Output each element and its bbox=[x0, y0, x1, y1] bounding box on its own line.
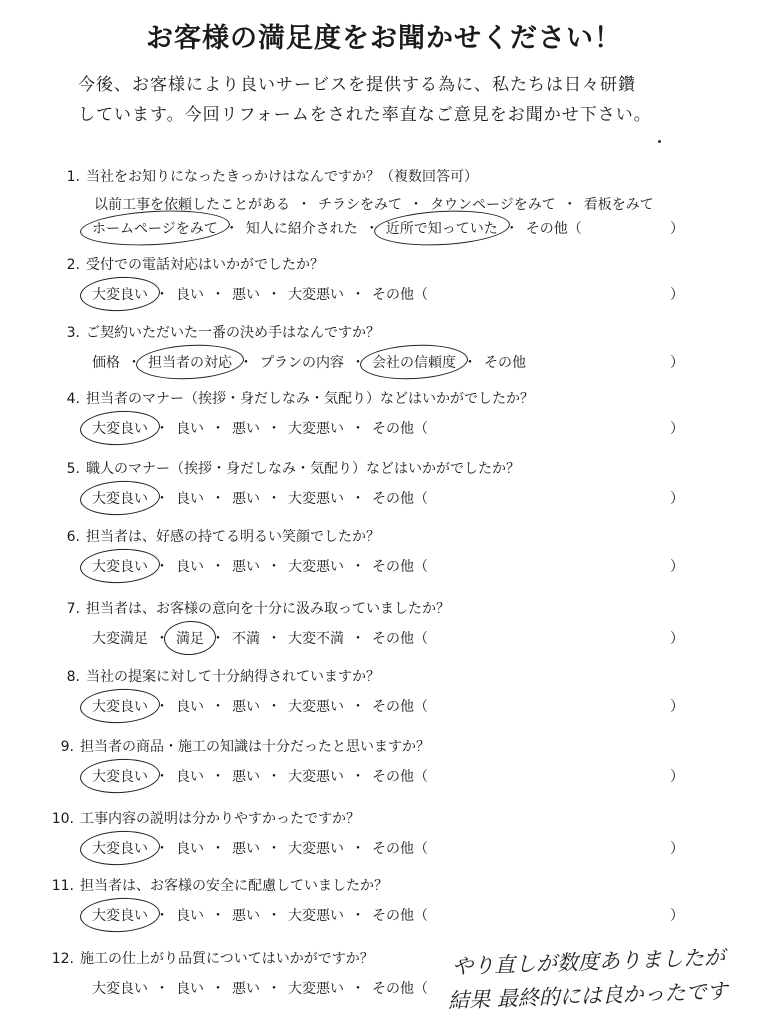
option-separator: ・ bbox=[351, 421, 365, 437]
question-block bbox=[0, 458, 768, 518]
option-separator: ・ bbox=[504, 221, 519, 237]
option-separator: ・ bbox=[351, 908, 365, 924]
handwritten-comment-line-1: やり直しが数度ありましたが bbox=[451, 945, 726, 979]
option-separator: ・ bbox=[127, 355, 141, 371]
answer-option[interactable]: チラシをみて bbox=[318, 197, 402, 213]
option-separator: ・ bbox=[267, 841, 281, 857]
option-separator: ・ bbox=[267, 769, 281, 785]
option-separator: ・ bbox=[155, 841, 169, 857]
question-number: 1. bbox=[66, 169, 80, 185]
option-row bbox=[90, 905, 430, 925]
question-text bbox=[58, 736, 430, 756]
option-separator: ・ bbox=[297, 197, 311, 213]
close-paren: ） bbox=[670, 559, 684, 575]
option-separator: ・ bbox=[351, 559, 365, 575]
option-separator: ・ bbox=[155, 421, 169, 437]
handwritten-comment-line-2: 結果 最終的には良かったです bbox=[447, 979, 729, 1013]
answer-option[interactable]: 看板をみて bbox=[583, 197, 654, 213]
question-text bbox=[64, 666, 380, 686]
answer-option-selected[interactable]: 近所で知っていた bbox=[384, 218, 500, 238]
option-separator: ・ bbox=[155, 491, 169, 507]
answer-option[interactable]: 大変悪い bbox=[288, 699, 344, 715]
answer-option[interactable]: 良い bbox=[176, 908, 204, 924]
question-number: 11. bbox=[51, 878, 74, 894]
answer-option[interactable]: 価格 bbox=[92, 355, 120, 371]
question-number: 8. bbox=[66, 669, 80, 685]
option-separator: ・ bbox=[211, 287, 225, 303]
answer-option[interactable]: 良い bbox=[176, 699, 204, 715]
option-separator: ・ bbox=[351, 841, 365, 857]
answer-option-selected[interactable]: ホームページをみて bbox=[90, 218, 220, 238]
answer-option[interactable]: その他（ bbox=[372, 699, 428, 715]
answer-option[interactable]: 悪い bbox=[232, 908, 260, 924]
option-separator: ・ bbox=[562, 197, 577, 213]
option-row bbox=[90, 766, 430, 786]
answer-option[interactable]: 悪い bbox=[232, 287, 260, 303]
answer-option[interactable]: 良い bbox=[176, 981, 204, 997]
answer-option[interactable]: 悪い bbox=[232, 981, 260, 997]
option-row bbox=[90, 284, 430, 304]
close-paren: ） bbox=[670, 421, 684, 437]
question-number: 3. bbox=[66, 325, 80, 341]
question-label: 当社の提案に対して十分納得されていますか？ bbox=[86, 669, 380, 685]
answer-option[interactable]: 大変悪い bbox=[288, 981, 344, 997]
option-separator: ・ bbox=[155, 559, 169, 575]
answer-option[interactable]: その他（ bbox=[372, 421, 428, 437]
option-row bbox=[90, 218, 584, 238]
answer-option[interactable]: 以前工事を依頼したことがある bbox=[94, 197, 290, 213]
option-row bbox=[90, 556, 430, 576]
question-label: 担当者は、好感の持てる明るい笑顔でしたか？ bbox=[86, 529, 380, 545]
close-paren: ） bbox=[670, 355, 684, 371]
answer-option[interactable]: 良い bbox=[176, 491, 204, 507]
close-paren: ） bbox=[670, 491, 684, 507]
answer-option-selected[interactable]: 大変良い bbox=[90, 696, 150, 716]
question-text bbox=[40, 808, 360, 828]
answer-option[interactable]: 悪い bbox=[232, 841, 260, 857]
question-text bbox=[64, 388, 534, 408]
option-separator: ・ bbox=[351, 287, 365, 303]
answer-option[interactable]: その他（ bbox=[372, 908, 428, 924]
answer-option[interactable]: プランの内容 bbox=[260, 355, 344, 371]
answer-option[interactable]: 良い bbox=[176, 841, 204, 857]
answer-option[interactable]: 悪い bbox=[232, 699, 260, 715]
answer-option[interactable]: その他（ bbox=[372, 981, 428, 997]
answer-option[interactable]: 知人に紹介された bbox=[245, 221, 358, 237]
answer-option[interactable]: 悪い bbox=[232, 769, 260, 785]
option-separator: ・ bbox=[211, 841, 225, 857]
answer-option-selected[interactable]: 会社の信頼度 bbox=[370, 352, 458, 372]
answer-option[interactable]: 大変良い bbox=[92, 981, 148, 997]
question-block bbox=[0, 808, 768, 868]
answer-option[interactable]: 大変悪い bbox=[288, 491, 344, 507]
option-separator: ・ bbox=[351, 631, 365, 647]
option-separator: ・ bbox=[351, 981, 365, 997]
intro-line-1: 今後、お客様により良いサービスを提供する為に、私たちは日々研鑽 bbox=[78, 75, 636, 95]
option-row bbox=[90, 978, 430, 998]
question-block bbox=[0, 322, 768, 382]
question-text bbox=[40, 948, 374, 968]
question-number: 6. bbox=[66, 529, 80, 545]
option-separator: ・ bbox=[211, 908, 225, 924]
option-separator: ・ bbox=[155, 981, 169, 997]
option-separator: ・ bbox=[267, 421, 281, 437]
option-row bbox=[90, 488, 430, 508]
question-block bbox=[0, 166, 768, 237]
option-row bbox=[90, 418, 430, 438]
close-paren: ） bbox=[670, 841, 684, 857]
close-paren: ） bbox=[670, 631, 684, 647]
option-separator: ・ bbox=[364, 221, 379, 237]
answer-option-selected[interactable]: 大変良い bbox=[90, 284, 150, 304]
option-separator: ・ bbox=[211, 631, 225, 647]
question-text bbox=[64, 166, 478, 186]
intro-line-2: しています。今回リフォームをされた率直なご意見をお聞かせ下さい。 bbox=[78, 105, 652, 125]
option-separator: ・ bbox=[267, 491, 281, 507]
option-separator: ・ bbox=[267, 699, 281, 715]
question-block bbox=[0, 598, 768, 658]
option-separator: ・ bbox=[211, 769, 225, 785]
answer-option[interactable]: その他（ bbox=[372, 769, 428, 785]
option-separator: ・ bbox=[267, 908, 281, 924]
question-block bbox=[0, 254, 768, 314]
option-row bbox=[90, 838, 430, 858]
answer-option[interactable]: 大変不満 bbox=[288, 631, 344, 647]
scan-speck bbox=[658, 140, 661, 143]
question-label: ご契約いただいた一番の決め手はなんですか？ bbox=[86, 325, 380, 341]
question-number: 5. bbox=[66, 461, 80, 477]
answer-option[interactable]: その他（ bbox=[372, 491, 428, 507]
answer-option[interactable]: その他 bbox=[484, 355, 526, 371]
answer-option[interactable]: その他（ bbox=[372, 559, 428, 575]
option-separator: ・ bbox=[351, 699, 365, 715]
answer-option[interactable]: 大変悪い bbox=[288, 841, 344, 857]
option-separator: ・ bbox=[224, 221, 239, 237]
question-number: 4. bbox=[66, 391, 80, 407]
question-number: 12. bbox=[51, 951, 74, 967]
close-paren: ） bbox=[670, 699, 684, 715]
answer-option[interactable]: 大変悪い bbox=[288, 559, 344, 575]
option-separator: ・ bbox=[155, 908, 169, 924]
question-label: 工事内容の説明は分かりやすかったですか？ bbox=[80, 811, 360, 827]
question-text bbox=[64, 598, 450, 618]
close-paren: ） bbox=[670, 221, 684, 237]
option-separator: ・ bbox=[409, 197, 423, 213]
answer-option[interactable]: 大変悪い bbox=[288, 908, 344, 924]
question-label: 担当者は、お客様の安全に配慮していましたか？ bbox=[80, 878, 388, 894]
option-row bbox=[90, 696, 430, 716]
answer-option[interactable]: その他（ bbox=[372, 631, 428, 647]
answer-option-selected[interactable]: 大変良い bbox=[90, 905, 150, 925]
answer-option[interactable]: 大変悪い bbox=[288, 287, 344, 303]
question-label: 受付での電話対応はいかがでしたか？ bbox=[86, 257, 324, 273]
question-number: 9. bbox=[60, 739, 74, 755]
answer-option[interactable]: 不満 bbox=[232, 631, 260, 647]
option-separator: ・ bbox=[267, 287, 281, 303]
option-separator: ・ bbox=[351, 355, 365, 371]
option-separator: ・ bbox=[155, 699, 169, 715]
answer-option[interactable]: その他（ bbox=[372, 841, 428, 857]
option-separator: ・ bbox=[155, 631, 169, 647]
question-text bbox=[64, 458, 520, 478]
question-label: 職人のマナー（挨拶・身だしなみ・気配り）などはいかがでしたか？ bbox=[86, 461, 520, 477]
answer-option[interactable]: タウンページをみて bbox=[430, 197, 556, 213]
option-separator: ・ bbox=[155, 769, 169, 785]
question-text bbox=[64, 254, 324, 274]
answer-option[interactable]: 良い bbox=[176, 287, 204, 303]
option-row bbox=[90, 352, 528, 372]
answer-option-selected[interactable]: 大変良い bbox=[90, 556, 150, 576]
question-number: 10. bbox=[51, 811, 74, 827]
answer-option[interactable]: 悪い bbox=[232, 491, 260, 507]
close-paren: ） bbox=[670, 287, 684, 303]
question-label: 担当者の商品・施工の知識は十分だったと思いますか？ bbox=[80, 739, 430, 755]
option-separator: ・ bbox=[267, 559, 281, 575]
option-row bbox=[90, 628, 430, 648]
answer-option[interactable]: 良い bbox=[176, 559, 204, 575]
option-separator: ・ bbox=[211, 559, 225, 575]
answer-option-selected[interactable]: 大変良い bbox=[90, 418, 150, 438]
question-label: 担当者は、お客様の意向を十分に汲み取っていましたか？ bbox=[86, 601, 450, 617]
survey-title: お客様の満足度をお聞かせください！ bbox=[146, 23, 622, 54]
answer-option[interactable]: 大変悪い bbox=[288, 421, 344, 437]
option-separator: ・ bbox=[211, 699, 225, 715]
question-block bbox=[0, 666, 768, 726]
question-block bbox=[0, 526, 768, 586]
option-separator: ・ bbox=[155, 287, 169, 303]
option-separator: ・ bbox=[211, 981, 225, 997]
question-text bbox=[64, 322, 380, 342]
question-label: 施工の仕上がり品質についてはいかがですか？ bbox=[80, 951, 374, 967]
option-separator: ・ bbox=[211, 421, 225, 437]
answer-option[interactable]: 大変悪い bbox=[288, 769, 344, 785]
option-separator: ・ bbox=[351, 769, 365, 785]
answer-option[interactable]: 悪い bbox=[232, 421, 260, 437]
answer-option[interactable]: 悪い bbox=[232, 559, 260, 575]
answer-option[interactable]: その他（ bbox=[525, 221, 582, 237]
question-text bbox=[64, 526, 380, 546]
question-block bbox=[0, 388, 768, 448]
question-number: 7. bbox=[66, 601, 80, 617]
option-separator: ・ bbox=[239, 355, 253, 371]
answer-option-selected[interactable]: 担当者の対応 bbox=[146, 352, 234, 372]
answer-option[interactable]: 大変満足 bbox=[92, 631, 148, 647]
option-separator: ・ bbox=[267, 981, 281, 997]
answer-option-selected[interactable]: 大変良い bbox=[90, 766, 150, 786]
answer-option-selected[interactable]: 大変良い bbox=[90, 488, 150, 508]
option-separator: ・ bbox=[463, 355, 477, 371]
answer-option[interactable]: 良い bbox=[176, 769, 204, 785]
option-separator: ・ bbox=[267, 631, 281, 647]
question-label: 当社をお知りになったきっかけはなんですか？（複数回答可） bbox=[86, 169, 478, 185]
question-label: 担当者のマナー（挨拶・身だしなみ・気配り）などはいかがでしたか？ bbox=[86, 391, 534, 407]
answer-option[interactable]: その他（ bbox=[372, 287, 428, 303]
close-paren: ） bbox=[670, 769, 684, 785]
answer-option[interactable]: 良い bbox=[176, 421, 204, 437]
question-text bbox=[40, 875, 388, 895]
option-separator: ・ bbox=[211, 491, 225, 507]
answer-option-selected[interactable]: 満足 bbox=[174, 628, 206, 648]
question-block bbox=[0, 875, 768, 935]
question-number: 2. bbox=[66, 257, 80, 273]
answer-option-selected[interactable]: 大変良い bbox=[90, 838, 150, 858]
question-block bbox=[0, 736, 768, 796]
close-paren: ） bbox=[670, 908, 684, 924]
option-separator: ・ bbox=[351, 491, 365, 507]
